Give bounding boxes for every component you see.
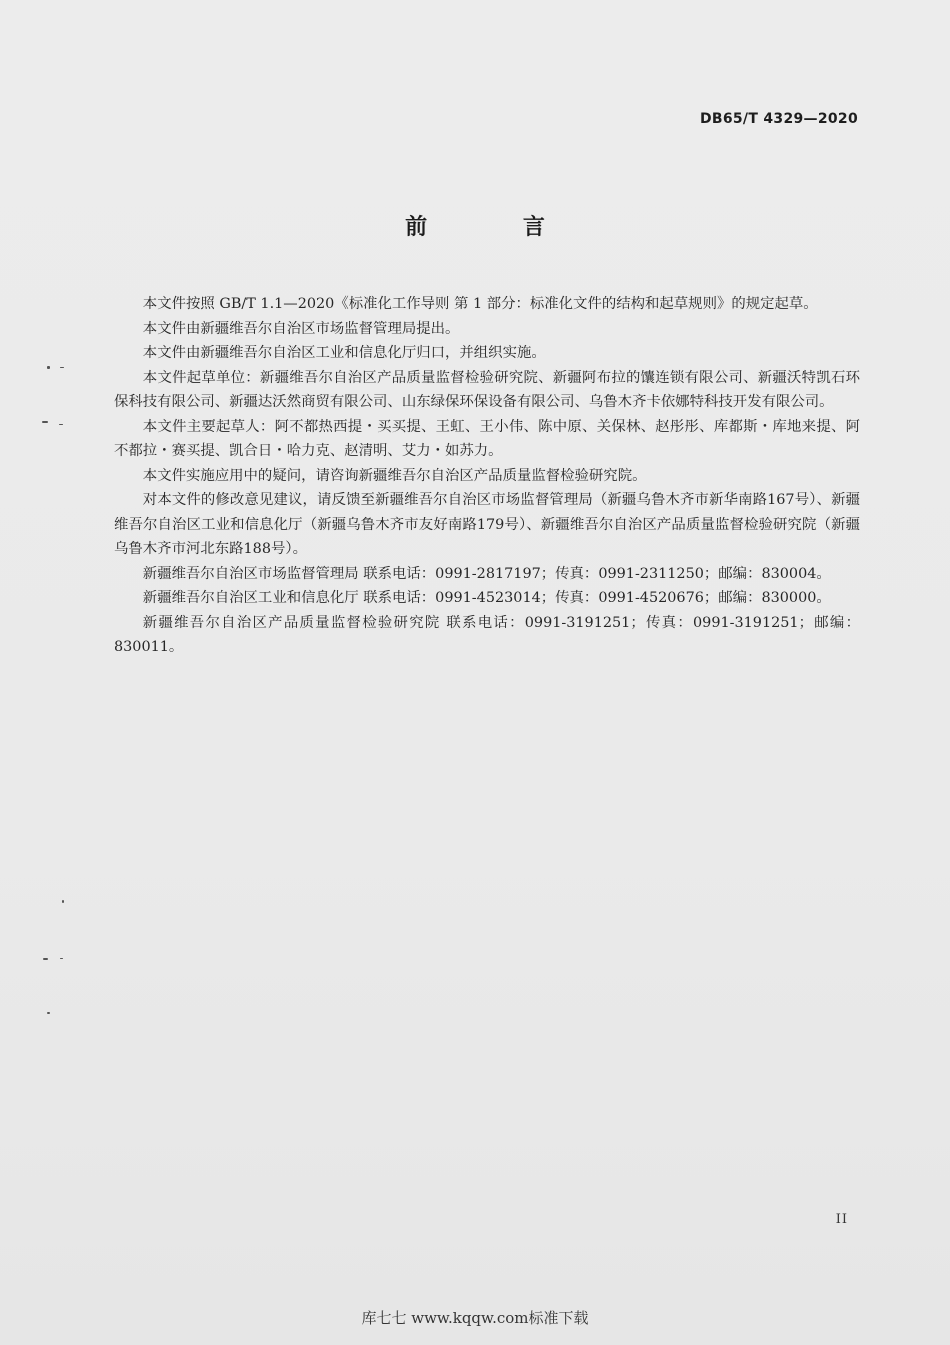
paragraph-contact-institute: 新疆维吾尔自治区产品质量监督检验研究院 联系电话：0991-3191251；传真：0991-3191251；邮编：830011。 [114, 614, 860, 655]
paragraph-inquiry: 本文件实施应用中的疑问，请咨询新疆维吾尔自治区产品质量监督检验研究院。 [142, 467, 647, 484]
scan-speck [47, 366, 50, 369]
scan-speck [62, 900, 64, 903]
paragraph-drafting-units: 本文件起草单位：新疆维吾尔自治区产品质量监督检验研究院、新疆阿布拉的馕连锁有限公司、新疆沃特凯石环保科技有限公司、新疆达沃然商贸有限公司、山东绿保环保设备有限公司、乌鲁木齐卡依娜特科技开发有限公司。 [114, 369, 860, 410]
scan-speck [42, 421, 48, 423]
paragraph-contact-industry: 新疆维吾尔自治区工业和信息化厅 联系电话：0991-4523014；传真：0991-4520676；邮编：830000。 [142, 590, 831, 606]
paragraph-drafting-basis: 本文件按照 GB/T 1.1—2020《标准化工作导则 第 1 部分：标准化文件的结构和起草规则》的规定起草。 [142, 296, 818, 312]
paragraph-drafters: 本文件主要起草人：阿不都热西提・买买提、王虹、王小伟、陈中原、关保林、赵彤彤、库都斯・库地来提、阿不都拉・赛买提、凯合日・哈力克、赵清明、艾力・如苏力。 [114, 418, 860, 459]
scan-speck [60, 958, 63, 959]
page-number: II [835, 1212, 848, 1227]
watermark-text: 库七七 www.kqqw.com标准下载 [361, 1309, 589, 1327]
page-title: 前 言 [405, 215, 589, 240]
scan-speck [59, 424, 63, 425]
foreword-body [114, 292, 860, 660]
paragraph-contact-market: 新疆维吾尔自治区市场监督管理局 联系电话：0991-2817197；传真：0991-2311250；邮编：830004。 [142, 565, 831, 582]
scan-speck [60, 367, 64, 368]
standard-code: DB65/T 4329—2020 [699, 111, 858, 127]
paragraph-centralized-unit: 本文件由新疆维吾尔自治区工业和信息化厅归口，并组织实施。 [142, 345, 546, 361]
paragraph-feedback: 对本文件的修改意见建议，请反馈至新疆维吾尔自治区市场监督管理局（新疆乌鲁木齐市新华南路167号）、新疆维吾尔自治区工业和信息化厅（新疆乌鲁木齐市友好南路179号）、新疆维吾尔自治区产品质量监督检验研究院（新疆乌鲁木齐市河北东路188号）。 [114, 492, 860, 557]
scan-speck [43, 958, 48, 960]
paragraph-proposer: 本文件由新疆维吾尔自治区市场监督管理局提出。 [142, 320, 460, 337]
scan-speck [47, 1012, 50, 1014]
